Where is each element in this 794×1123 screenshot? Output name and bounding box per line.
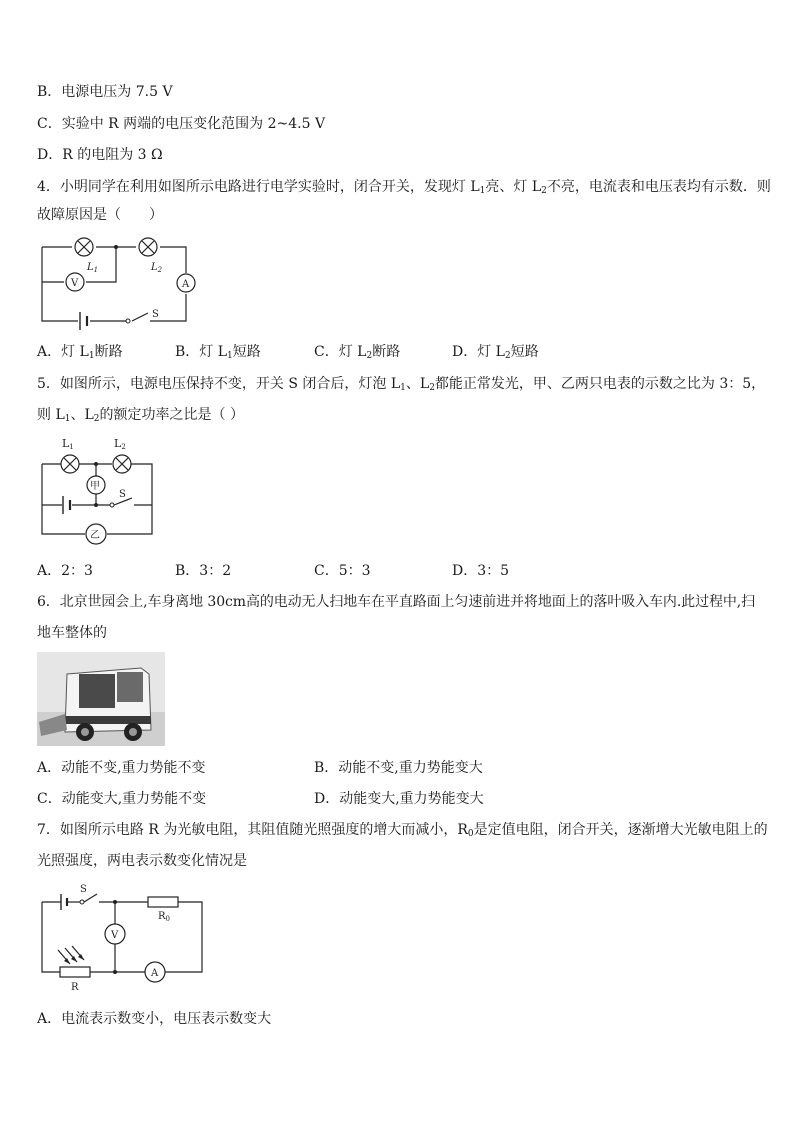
q5-text-line1: 5．如图所示，电源电压保持不变，开关 S 闭合后，灯泡 $L_1$、$L_2$都能正常发光，甲、乙两只电表的示数之比为 3：5， — [37, 376, 766, 393]
q7-switch-label: S — [80, 884, 87, 895]
q5-meter-jia-label: 甲 — [90, 481, 100, 492]
q7-voltmeter-label: V — [111, 930, 119, 941]
q7-text-line2: 光照强度，两电表示数变化情况是 — [37, 853, 247, 869]
q6-option-a[interactable]: A．动能不变,重力势能不变 — [37, 760, 206, 776]
q5-option-b[interactable]: B．3：2 — [175, 563, 232, 579]
q5-label-l2: L2 — [114, 437, 126, 451]
option-d-prev: D．R 的电阻为 3 Ω — [37, 147, 163, 163]
q6-option-c[interactable]: C．动能变大,重力势能不变 — [37, 791, 207, 807]
q5-text-line2: 则 $L_1$、$L_2$的额定功率之比是（ ） — [37, 407, 244, 424]
q5-option-a[interactable]: A．2：3 — [37, 563, 93, 579]
q4-text-line2: 故障原因是（ ） — [37, 207, 163, 223]
q5-label-l1: L1 — [62, 437, 74, 451]
q4-option-d[interactable]: D．灯 $L_2$短路 — [452, 344, 539, 361]
q4-ammeter-label: A — [182, 279, 190, 290]
option-c-prev: C．实验中 R 两端的电压变化范围为 2~4.5 V — [37, 116, 326, 132]
q6-text-line2: 地车整体的 — [37, 625, 107, 641]
q7-ammeter-label: A — [151, 968, 159, 979]
q5-switch-label: S — [119, 489, 126, 500]
q7-r-label: R — [71, 982, 79, 993]
q4-option-b[interactable]: B．灯 $L_1$短路 — [175, 344, 261, 361]
q4-option-c[interactable]: C．灯 $L_2$断路 — [314, 344, 401, 361]
q4-label-l2: $L_2$ — [151, 262, 163, 274]
q4-option-a[interactable]: A．灯 $L_1$断路 — [37, 344, 123, 361]
q5-meter-yi-label: 乙 — [90, 530, 100, 541]
option-b-prev: B．电源电压为 7.5 V — [37, 84, 173, 100]
q7-text-line1: 7．如图所示电路 R 为光敏电阻，其阻值随光照强度的增大而减小，$R_0$是定值电阻，闭合开关，逐渐增大光敏电阻上的 — [37, 822, 768, 839]
q6-option-d[interactable]: D．动能变大,重力势能变大 — [314, 791, 484, 807]
q5-option-d[interactable]: D．3：5 — [452, 563, 510, 579]
q4-voltmeter-label: V — [71, 278, 79, 289]
q4-label-l1: $L_1$ — [87, 262, 99, 274]
q4-switch-label: S — [152, 309, 159, 320]
q4-text-line1: 4．小明同学在利用如图所示电路进行电学实验时，闭合开关，发现灯 $L_1$亮、灯 $L_2$不亮，电流表和电压表均有示数．则 — [37, 179, 771, 196]
q6-option-b[interactable]: B．动能不变,重力势能变大 — [314, 760, 483, 776]
q5-option-c[interactable]: C．5：3 — [314, 563, 371, 579]
q7-r0-label: $R_0$ — [158, 911, 170, 923]
q7-option-a[interactable]: A．电流表示数变小，电压表示数变大 — [37, 1011, 272, 1027]
q6-text-line1: 6．北京世园会上,车身离地 30cm高的电动无人扫地车在平直路面上匀速前进并将地面上的落叶吸入车内.此过程中,扫 — [37, 594, 756, 610]
